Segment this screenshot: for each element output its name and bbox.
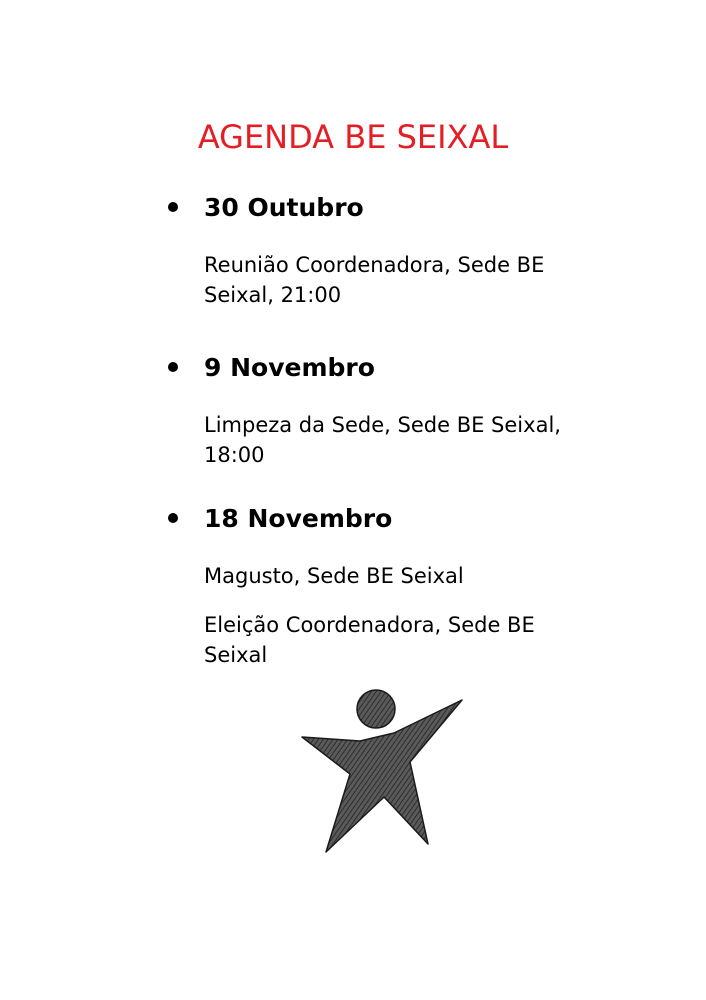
bullet-icon — [168, 202, 178, 212]
logo-head — [357, 690, 395, 728]
page-title: AGENDA BE SEIXAL — [197, 118, 509, 156]
event-details — [204, 410, 574, 489]
event-details — [204, 250, 574, 329]
event-detail: Eleição Coordenadora, Sede BE Seixal — [204, 613, 535, 667]
event-detail: Magusto, Sede BE Seixal — [204, 564, 464, 588]
event-detail: Limpeza da Sede, Sede BE Seixal, 18:00 — [204, 413, 561, 467]
event-date: 30 Outubro — [204, 193, 364, 222]
event-date: 18 Novembro — [204, 504, 393, 533]
event-detail: Reunião Coordenadora, Sede BE Seixal, 21:00 — [204, 253, 545, 307]
bullet-icon — [168, 362, 178, 372]
bullet-icon — [168, 513, 178, 523]
event-date: 9 Novembro — [204, 353, 375, 382]
event-details — [204, 561, 574, 689]
star-person-logo-icon — [298, 684, 468, 856]
